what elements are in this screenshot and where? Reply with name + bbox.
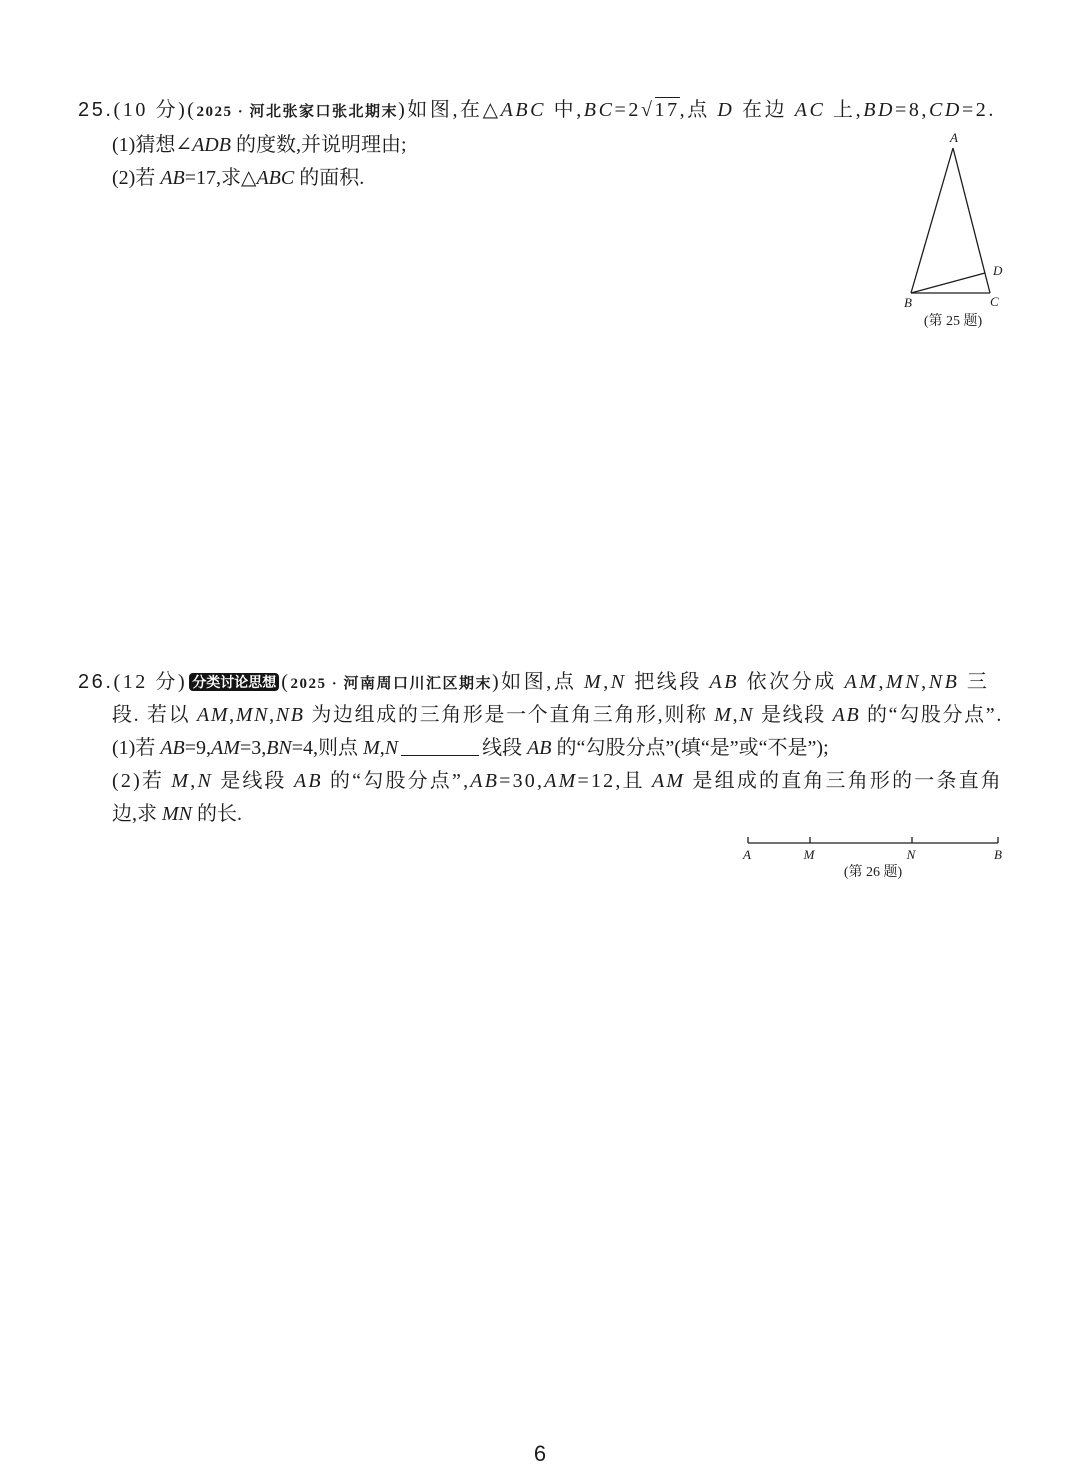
math-variable: AC xyxy=(794,99,826,121)
answer-blank xyxy=(401,737,479,756)
text-run: ( xyxy=(281,671,291,693)
math-variable: M xyxy=(583,671,604,693)
text-run: , xyxy=(379,737,385,759)
text-run: (1)若 xyxy=(112,737,161,759)
figure-caption: (第 25 题) xyxy=(923,314,983,329)
problem-26-stem xyxy=(78,670,990,696)
text-run: , xyxy=(269,704,276,726)
problem-26-part-1 xyxy=(112,736,829,760)
math-variable: D xyxy=(717,99,735,121)
math-variable: CD xyxy=(929,99,962,121)
math-variable: AM xyxy=(544,770,578,792)
text-run: =2. xyxy=(961,99,996,121)
text-run: (2)若 xyxy=(112,770,172,792)
text-run: =4,则点 xyxy=(291,737,364,759)
segment-ac xyxy=(953,148,990,293)
text-run: =8, xyxy=(895,99,930,121)
math-variable: MN xyxy=(886,671,922,693)
problem-26-stem-cont xyxy=(112,703,1003,727)
text-run: 的“勾股分点”, xyxy=(322,770,471,792)
text-run: 的长. xyxy=(192,803,242,825)
problem-26-part-2 xyxy=(112,769,1003,793)
text-run: )如图,在△ xyxy=(398,99,501,121)
text-run: , xyxy=(229,704,236,726)
math-variable: AB xyxy=(160,737,185,759)
math-variable: M xyxy=(171,770,191,792)
math-variable: N xyxy=(384,737,399,759)
text-run: 在边 xyxy=(734,99,795,121)
math-variable: AB xyxy=(832,704,861,726)
math-variable: AB xyxy=(470,770,500,792)
vertex-label-d: D xyxy=(993,263,1003,278)
problem-25-part-1 xyxy=(112,133,407,157)
math-variable: AB xyxy=(527,737,552,759)
text-run: ,点 xyxy=(679,99,718,121)
text-run: 边,求 xyxy=(112,803,162,825)
source-note: 2025 · 河北张家口张北期末 xyxy=(196,104,399,120)
math-variable: BC xyxy=(583,99,615,121)
text-run: 上, xyxy=(825,99,864,121)
math-variable: AB xyxy=(160,167,185,189)
math-variable: AM xyxy=(652,770,686,792)
text-run: , xyxy=(732,704,740,726)
text-run: (1)猜想∠ xyxy=(112,134,193,156)
math-variable: MN xyxy=(162,803,192,825)
text-run: 是线段 xyxy=(754,704,833,726)
segment-bd xyxy=(911,273,985,293)
math-variable: N xyxy=(610,671,627,693)
text-run: 段. 若以 xyxy=(112,704,197,726)
question-number: 25. xyxy=(78,99,114,121)
math-variable: ABC xyxy=(500,99,547,121)
math-variable: AB xyxy=(293,770,323,792)
segment-ab xyxy=(911,148,953,293)
radicand: 17 xyxy=(654,99,680,121)
point-label-b: B xyxy=(994,847,1002,862)
source-note: 2025 · 河南周口川汇区期末 xyxy=(290,676,492,692)
text-run: 中, xyxy=(546,99,584,121)
vertex-label-c: C xyxy=(990,294,999,309)
question-number: 26. xyxy=(78,671,114,693)
text-run: 的面积. xyxy=(294,167,365,189)
text-run: 的“勾股分点”. xyxy=(860,704,1003,726)
math-variable: AM xyxy=(196,704,230,726)
vertex-label-b: B xyxy=(904,295,912,310)
math-variable: M xyxy=(363,737,380,759)
text-run: )如图,点 xyxy=(491,671,584,693)
text-run: (12 分) xyxy=(113,671,188,693)
text-run: 是组成的直角三角形的一条直角 xyxy=(685,770,1003,792)
math-variable: AM xyxy=(211,737,240,759)
text-run: =30, xyxy=(499,770,545,792)
math-variable: BD xyxy=(863,99,895,121)
text-run: 的“勾股分点”(填“是”或“不是”); xyxy=(551,737,829,759)
text-run: 的度数,并说明理由; xyxy=(230,134,407,156)
math-variable: BN xyxy=(266,737,292,759)
math-variable: NB xyxy=(928,671,960,693)
triangle-figure xyxy=(890,125,1020,315)
math-variable: NB xyxy=(275,704,305,726)
math-variable: AM xyxy=(844,671,879,693)
text-run: =9, xyxy=(184,737,212,759)
math-variable: MN xyxy=(235,704,270,726)
math-variable: M xyxy=(714,704,733,726)
text-run: 把线段 xyxy=(626,671,710,693)
math-variable: ABC xyxy=(256,167,295,189)
text-run: =17,求△ xyxy=(184,167,257,189)
text-run: 为边组成的三角形是一个直角三角形,则称 xyxy=(304,704,715,726)
text-run: =2√ xyxy=(614,99,655,121)
text-run: , xyxy=(878,671,886,693)
text-run: =12,且 xyxy=(577,770,653,792)
point-label-m: M xyxy=(803,847,815,862)
text-run: 是线段 xyxy=(212,770,294,792)
text-run: 线段 xyxy=(482,737,528,759)
text-run: =3, xyxy=(239,737,267,759)
text-run: (2)若 xyxy=(112,167,161,189)
page-number: 6 xyxy=(533,1441,547,1466)
problem-25-part-2 xyxy=(112,166,364,190)
math-variable: AB xyxy=(709,671,740,693)
text-run: , xyxy=(921,671,929,693)
vertex-label-a: A xyxy=(950,130,958,145)
problem-25-stem xyxy=(78,98,996,124)
problem-26-part-2-cont xyxy=(112,802,242,826)
point-label-a: A xyxy=(743,847,751,862)
math-variable: N xyxy=(197,770,213,792)
text-run: 依次分成 xyxy=(739,671,845,693)
text-run: , xyxy=(603,671,611,693)
math-variable: N xyxy=(739,704,755,726)
text-run: 三 xyxy=(959,671,990,693)
text-run: , xyxy=(190,770,198,792)
point-label-n: N xyxy=(906,847,916,862)
figure-caption: (第 26 题) xyxy=(843,865,903,880)
category-tag: 分类讨论思想 xyxy=(189,673,279,691)
math-variable: ADB xyxy=(192,134,231,156)
text-run: (10 分)( xyxy=(113,99,197,121)
segment-figure xyxy=(735,828,1010,864)
